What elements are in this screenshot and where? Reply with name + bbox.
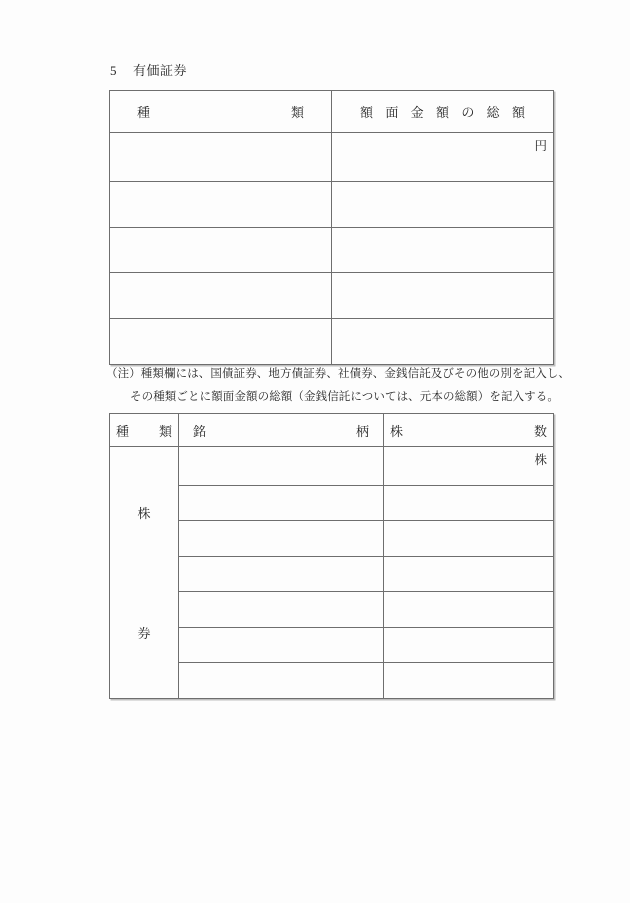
type-input-cell bbox=[110, 319, 332, 365]
share-count-input-cell bbox=[384, 447, 554, 486]
brand-input-cell bbox=[179, 485, 384, 521]
shares-table bbox=[109, 413, 554, 699]
share-count-input-cell bbox=[384, 521, 554, 557]
section-number: 5 bbox=[110, 63, 117, 78]
type-input-cell bbox=[110, 273, 332, 319]
shares-count-header: 株 数 bbox=[390, 423, 547, 439]
face-value-row bbox=[110, 273, 554, 319]
type-char-ken: 券 bbox=[137, 626, 151, 641]
face-value-row bbox=[110, 181, 554, 227]
brand-input-cell bbox=[179, 663, 384, 699]
shares-row bbox=[110, 447, 554, 486]
face-value-row bbox=[110, 133, 554, 182]
shares-count-header-cell bbox=[384, 414, 554, 447]
brand-input-cell bbox=[179, 521, 384, 557]
type-input-cell bbox=[110, 181, 332, 227]
type-input-cell bbox=[110, 133, 332, 182]
type-input-cell bbox=[110, 227, 332, 273]
shares-header-row bbox=[110, 414, 554, 447]
brand-input-cell bbox=[179, 447, 384, 486]
face-value-type-header: 種 類 bbox=[137, 105, 304, 120]
brand-input-cell bbox=[179, 592, 384, 628]
section-title: 有価証券 bbox=[133, 63, 188, 78]
type-value-stack bbox=[110, 452, 178, 693]
share-count-input-cell bbox=[384, 592, 554, 628]
face-value-type-header-cell bbox=[110, 91, 332, 133]
shares-type-header-cell bbox=[110, 414, 179, 447]
amount-input-cell bbox=[332, 227, 554, 273]
brand-input-cell bbox=[179, 556, 384, 592]
brand-input-cell bbox=[179, 627, 384, 663]
face-value-amount-header: 額 面 金 額 の 総 額 bbox=[360, 105, 525, 120]
yen-unit-label: 円 bbox=[534, 139, 547, 153]
share-count-input-cell bbox=[384, 485, 554, 521]
type-value-cell bbox=[110, 447, 179, 699]
face-value-amount-header-cell bbox=[332, 91, 554, 133]
section-heading bbox=[110, 60, 187, 79]
amount-input-cell bbox=[332, 133, 554, 182]
face-value-header-row bbox=[110, 91, 554, 133]
share-count-input-cell bbox=[384, 663, 554, 699]
note-block bbox=[106, 363, 570, 409]
face-value-table bbox=[109, 90, 554, 365]
share-count-input-cell bbox=[384, 556, 554, 592]
face-value-row bbox=[110, 319, 554, 365]
face-value-row bbox=[110, 227, 554, 273]
shares-brand-header: 銘 柄 bbox=[193, 423, 369, 439]
type-char-kabu: 株 bbox=[137, 505, 151, 521]
note-line-1: （注）種類欄には、国債証券、地方債証券、社債券、金銭信託及びその他の別を記入し、 bbox=[106, 368, 570, 380]
shares-type-header: 種 類 bbox=[116, 423, 172, 439]
shares-brand-header-cell bbox=[179, 414, 384, 447]
amount-input-cell bbox=[332, 273, 554, 319]
share-unit-label: 株 bbox=[534, 453, 547, 467]
amount-input-cell bbox=[332, 181, 554, 227]
share-count-input-cell bbox=[384, 627, 554, 663]
amount-input-cell bbox=[332, 319, 554, 365]
note-line-2: その種類ごとに額面金額の総額（金銭信託については、元本の総額）を記入する。 bbox=[130, 391, 559, 403]
